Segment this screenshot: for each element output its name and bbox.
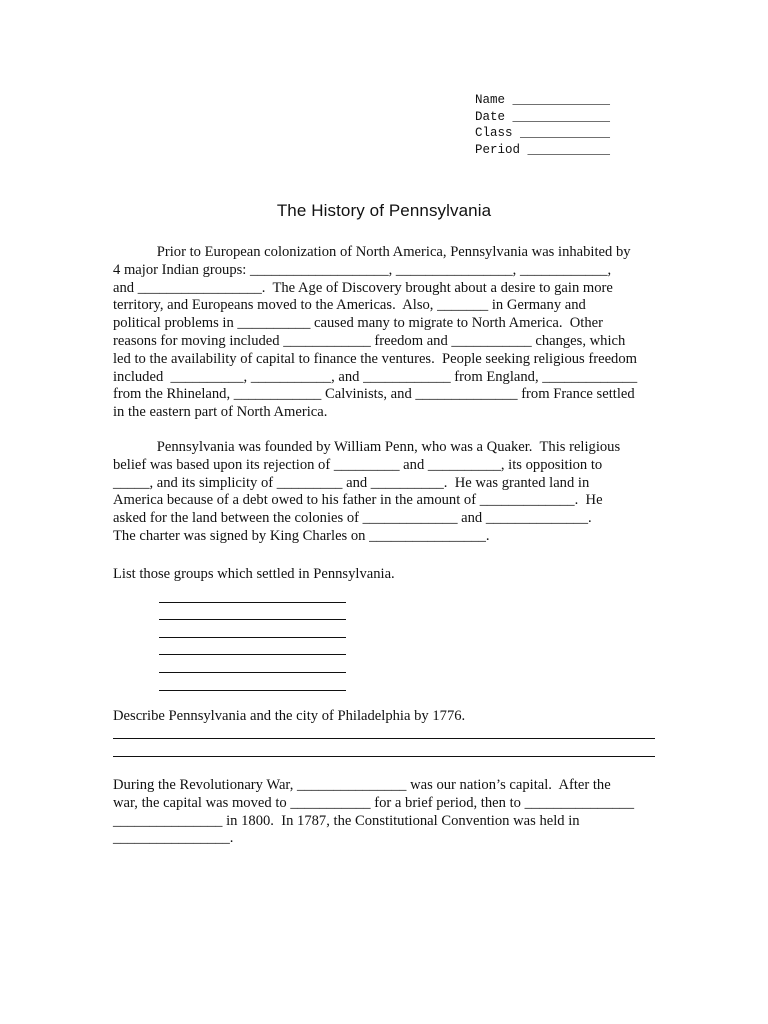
describe-prompt: Describe Pennsylvania and the city of Philadelphia by 1776. (113, 708, 466, 724)
paragraph-line[interactable]: _____, and its simplicity of _________ and __________. He was granted land in (113, 474, 590, 491)
date-field[interactable]: Date _____________ (475, 109, 611, 124)
paragraph-line[interactable]: _______________ in 1800. In 1787, the Constitutional Convention was held in (113, 812, 580, 829)
answer-blank-line[interactable] (159, 585, 346, 603)
capital-paragraph (113, 777, 673, 848)
answer-blank-line[interactable] (159, 673, 346, 691)
period-field[interactable]: Period ___________ (475, 142, 611, 157)
colonization-paragraph (113, 244, 673, 422)
paragraph-line[interactable]: asked for the land between the colonies of _____________ and ______________. (113, 510, 592, 527)
paragraph-line[interactable]: 4 major Indian groups: ___________________, ________________, ____________, (113, 261, 612, 278)
paragraph-line[interactable]: ________________. (113, 830, 234, 847)
paragraph-line[interactable]: from the Rhineland, ____________ Calvinists, and ______________ from France settled (113, 386, 635, 403)
paragraph-line[interactable]: included __________, ___________, and ____________ from England, _____________ (113, 368, 638, 385)
paragraph-line[interactable]: America because of a debt owed to his father in the amount of _____________. He (113, 492, 603, 509)
name-field[interactable]: Name _____________ (475, 93, 611, 107)
paragraph-line[interactable]: The charter was signed by King Charles on ________________. (113, 527, 490, 544)
paragraph-line[interactable]: territory, and Europeans moved to the Americas. Also, _______ in Germany and (113, 297, 586, 314)
answer-blank-line[interactable] (159, 620, 346, 638)
paragraph-line: in the eastern part of North America. (113, 404, 328, 421)
answer-blank-line[interactable] (159, 655, 346, 673)
list-prompt: List those groups which settled in Pennsylvania. (113, 566, 395, 582)
answer-blank-line[interactable] (159, 603, 346, 621)
class-field[interactable]: Class ____________ (475, 126, 611, 140)
paragraph-line[interactable]: and _________________. The Age of Discovery brought about a desire to gain more (113, 279, 613, 296)
paragraph-line: led to the availability of capital to finance the ventures. People seeking religious freedom (113, 350, 637, 367)
settler-groups-answer-list (159, 585, 346, 691)
description-answer-line[interactable] (113, 756, 655, 757)
paragraph-line: Pennsylvania was founded by William Penn, who was a Quaker. This religious (113, 439, 621, 455)
description-answer-line[interactable] (113, 738, 655, 739)
penn-founding-paragraph (113, 439, 673, 546)
answer-blank-line[interactable] (159, 638, 346, 656)
paragraph-line[interactable]: During the Revolutionary War, _______________ was our nation’s capital. After the (113, 777, 611, 793)
paragraph-line[interactable]: political problems in __________ caused many to migrate to North America. Other (113, 315, 603, 332)
paragraph-line[interactable]: war, the capital was moved to ___________ for a brief period, then to _______________ (113, 794, 635, 811)
worksheet-title: The History of Pennsylvania (276, 201, 492, 220)
paragraph-line[interactable]: belief was based upon its rejection of _________ and __________, its opposition to (113, 456, 603, 473)
paragraph-line[interactable]: reasons for moving included ____________ freedom and ___________ changes, which (113, 332, 626, 349)
student-info-fields (475, 92, 610, 158)
paragraph-line: Prior to European colonization of North America, Pennsylvania was inhabited by (113, 244, 631, 260)
